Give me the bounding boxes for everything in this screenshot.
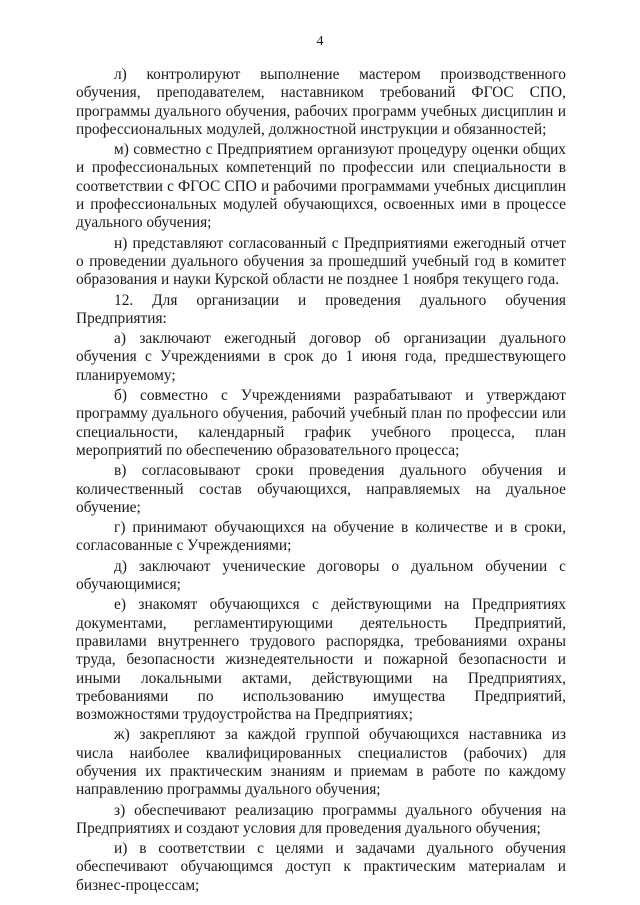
paragraph-e: е) знакомят обучающихся с действующими на Предприятиях документами, регламентирующими деятельность Предприятий, правилами внутреннего трудового распорядка, требованиями охраны труда, безопасности жизнедеятельности и пожарной безопасности и иными локальными актами, действующими на Предприятиях, требованиями по использованию имущества Предприятий, возможностями трудоустройства на Предприятиях;	[76, 596, 566, 724]
section-12-heading: 12. Для организации и проведения дуального обучения Предприятия:	[76, 291, 566, 327]
paragraph-z: з) обеспечивают реализацию программы дуального обучения на Предприятиях и создают условия для проведения дуального обучения;	[76, 801, 566, 837]
paragraph-d: д) заключают ученические договоры о дуальном обучении с обучающимися;	[76, 557, 566, 594]
page-number: 4	[316, 34, 324, 49]
paragraph-v: в) согласовывают сроки проведения дуального обучения и количественный состав обучающихся, направляемых на дуальное обучение;	[76, 462, 566, 516]
paragraph-l: л) контролируют выполнение мастером производственного обучения, преподавателем, наставником требований ФГОС СПО, программы дуального обучения, рабочих программ учебных дисциплин и профессиональных модулей, должностной инструкции и обязанностей;	[76, 66, 566, 138]
paragraph-m: м) совместно с Предприятием организуют процедуру оценки общих и профессиональных компетенций по профессии или специальности в соответствии с ФГОС СПО и рабочими программами учебных дисциплин и профессиональных модулей обучающихся, освоенных ими в процессе дуального обучения;	[76, 141, 566, 232]
paragraph-b: б) совместно с Учреждениями разрабатывают и утверждают программу дуального обучения, рабочий учебный план по профессии или специальности, календарный график учебного процесса, план мероприятий по обеспечению образовательного процесса;	[76, 387, 566, 459]
document-body	[76, 66, 566, 897]
paragraph-a: а) заключают ежегодный договор об организации дуального обучения с Учреждениями в срок до 1 июня года, предшествующего планируемому;	[76, 330, 566, 384]
paragraph-g: г) принимают обучающихся на обучение в количестве и в сроки, согласованные с Учреждениями;	[76, 519, 566, 555]
paragraph-n: н) представляют согласованный с Предприятиями ежегодный отчет о проведении дуального обучения за прошедший учебный год в комитет образования и науки Курской области не позднее 1 ноября текущего года.	[76, 234, 566, 289]
paragraph-zh: ж) закрепляют за каждой группой обучающихся наставника из числа наиболее квалифицированных специалистов (рабочих) для обучения их практическим знаниям и приемам в работе по каждому направлению программы дуального обучения;	[76, 726, 566, 799]
paragraph-i: и) в соответствии с целями и задачами дуального обучения обеспечивают обучающимся доступ к практическим материалам и бизнес-процессам;	[76, 840, 566, 894]
